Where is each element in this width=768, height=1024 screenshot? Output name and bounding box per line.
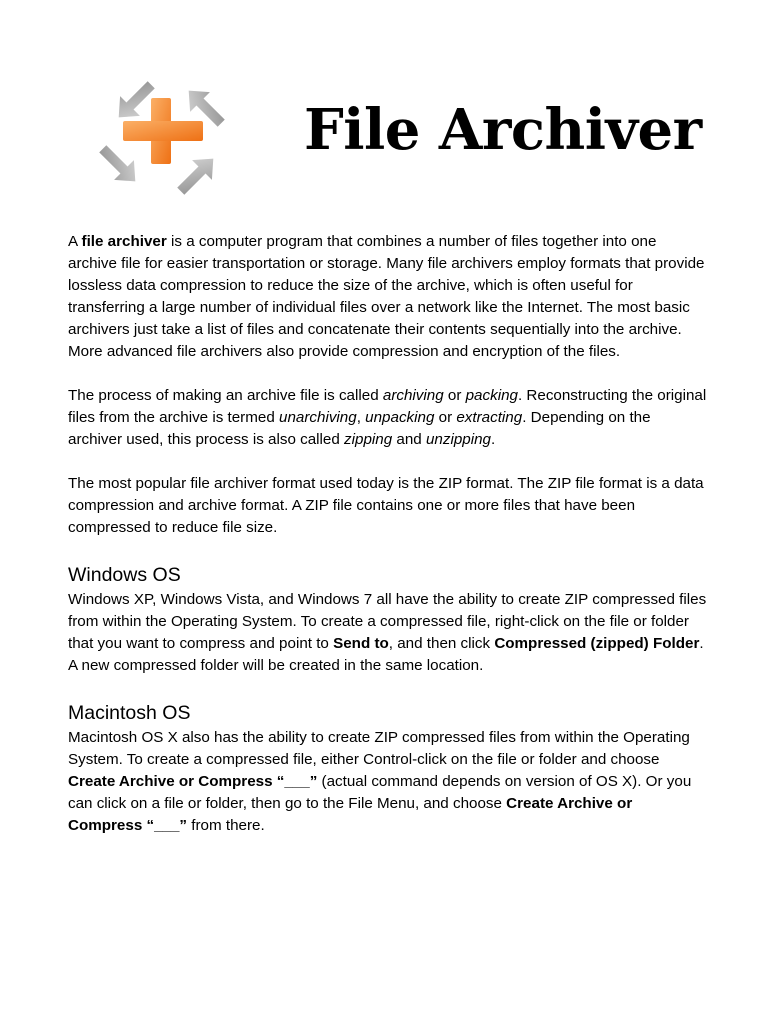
macintosh-heading: Macintosh OS	[68, 702, 191, 724]
process-paragraph: The process of making an archive file is called archiving or packing. Reconstructing the original files from the archive is termed unarchiving, unpacking or extracting. Depending on the archiver used, this process is also called zipping and unzipping.	[68, 387, 707, 448]
windows-paragraph: Windows XP, Windows Vista, and Windows 7 all have the ability to create ZIP compressed files from within the Operating System. To create a compressed file, right-click on the file or folder that you want to compress and point to Send to, and then click Compressed (zipped) Folder. A new compressed folder will be created in the same location.	[68, 591, 707, 674]
page-title: File Archiver	[304, 97, 702, 163]
body-text	[68, 231, 708, 837]
intro-paragraph: A file archiver is a computer program that combines a number of files together into one archive file for easier transportation or storage. Many file archivers employ formats that provide lossless data compression to reduce the size of the archive, which is often useful for transferring a large number of individual files over a network like the Internet. The most basic archivers just take a list of files and concatenate their contents sequentially into the archive. More advanced file archivers also provide compression and encryption of the files.	[68, 233, 705, 360]
arrow-bottom-left-icon	[93, 139, 145, 191]
compress-arrows-plus-icon	[92, 70, 232, 195]
arrow-bottom-right-icon	[171, 149, 223, 195]
bold-term: file archiver	[81, 233, 167, 250]
macintosh-paragraph: Macintosh OS X also has the ability to create ZIP compressed files from within the Operating System. To create a compressed file, either Control-click on the file or folder and choose Create Archive or Compress “___” (actual command depends on version of OS X). Or you can click on a file or folder, then go to the File Menu, and choose Create Archive or Compress “___” from there.	[68, 729, 692, 834]
windows-heading: Windows OS	[68, 564, 181, 586]
zip-paragraph: The most popular file archiver format used today is the ZIP format. The ZIP file format is a data compression and archive format. A ZIP file contains one or more files that have been compressed to reduce file size.	[68, 475, 704, 536]
